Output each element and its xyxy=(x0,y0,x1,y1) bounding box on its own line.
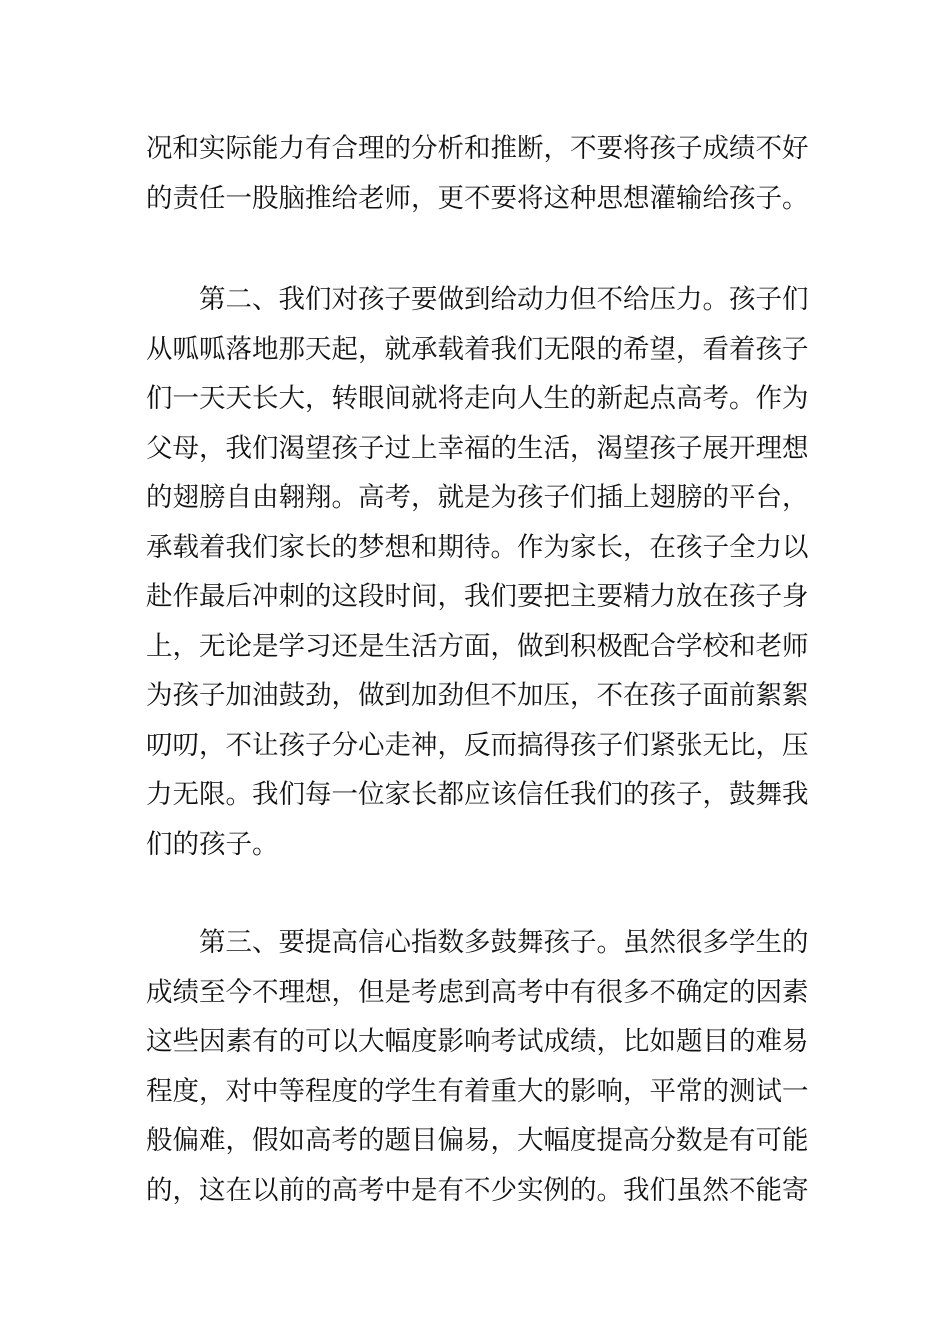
text-line: 上，无论是学习还是生活方面，做到积极配合学校和老师 xyxy=(146,630,809,662)
text-line: 从呱呱落地那天起，就承载着我们无限的希望，看着孩子 xyxy=(146,333,809,365)
text-line: 成绩至今不理想，但是考虑到高考中有很多不确定的因素 xyxy=(146,976,809,1008)
text-line: 赴作最后冲刺的这段时间，我们要把主要精力放在孩子身 xyxy=(146,581,809,612)
text-line: 般偏难，假如高考的题目偏易，大幅度提高分数是有可能 xyxy=(146,1125,809,1156)
text-line: 况和实际能力有合理的分析和推断，不要将孩子成绩不好 xyxy=(146,133,809,164)
text-line: 第二、我们对孩子要做到给动力但不给压力。孩子们 xyxy=(146,284,809,315)
text-line: 的翅膀自由翱翔。高考，就是为孩子们插上翅膀的平台， xyxy=(146,482,809,513)
text-line: 们一天天长大，转眼间就将走向人生的新起点高考。作为 xyxy=(146,383,809,414)
text-line: 叨叨，不让孩子分心走神，反而搞得孩子们紧张无比，压 xyxy=(146,729,809,761)
paragraph-1 xyxy=(146,124,809,223)
text-line: 的，这在以前的高考中是有不少实例的。我们虽然不能寄 xyxy=(146,1174,809,1206)
text-line: 力无限。我们每一位家长都应该信任我们的孩子，鼓舞我 xyxy=(146,779,809,810)
paragraph-2 xyxy=(146,275,809,869)
text-line: 第三、要提高信心指数多鼓舞孩子。虽然很多学生的 xyxy=(146,927,809,958)
text-line: 为孩子加油鼓劲，做到加劲但不加压，不在孩子面前絮絮 xyxy=(146,680,809,711)
text-line: 程度，对中等程度的学生有着重大的影响，平常的测试一 xyxy=(146,1075,809,1107)
paragraph-3 xyxy=(146,918,809,1215)
text-line: 父母，我们渴望孩子过上幸福的生活，渴望孩子展开理想 xyxy=(146,432,809,464)
text-line: 承载着我们家长的梦想和期待。作为家长，在孩子全力以 xyxy=(146,531,809,563)
text-line: 的责任一股脑推给老师，更不要将这种思想灌输给孩子。 xyxy=(146,182,809,214)
text-line: 们的孩子。 xyxy=(146,828,279,860)
text-line: 这些因素有的可以大幅度影响考试成绩，比如题目的难易 xyxy=(146,1026,809,1057)
